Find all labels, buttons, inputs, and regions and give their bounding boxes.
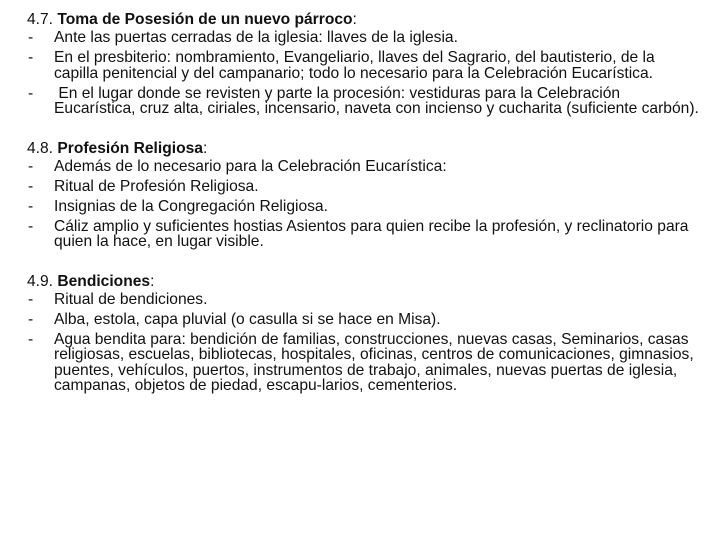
item-text: Ritual de Profesión Religiosa. [54,177,259,195]
section-colon: : [150,272,155,290]
section-number: 4.7. [27,11,54,28]
bullet-dash: - [28,330,34,348]
bullet-dash: - [28,217,34,235]
section-profesion-religiosa [27,139,700,250]
list-item [27,159,700,175]
section-bendiciones [27,272,700,394]
section-heading [27,272,700,292]
item-text: Insignias de la Congregación Religiosa. [54,197,328,215]
section-heading [27,10,700,30]
bullet-dash: - [28,177,34,195]
item-text: Ritual de bendiciones. [54,290,208,308]
list-item [27,219,700,250]
section-colon: : [352,11,357,28]
list-item [27,86,700,117]
list-item [27,50,700,81]
item-text: Ante las puertas cerradas de la iglesia: llaves de la iglesia. [54,29,458,46]
bullet-dash: - [28,29,34,46]
item-text: Alba, estola, capa pluvial (o casulla si se hace en Misa). [54,310,441,328]
section-number: 4.8. [27,139,54,157]
section-toma-de-posesion [27,10,700,117]
list-item [27,312,700,328]
bullet-dash: - [28,197,34,215]
section-number: 4.9. [27,272,54,290]
item-text: En el lugar donde se revisten y parte la procesión: vestiduras para la Celebración Eucarística, cruz alta, ciriales, incensario, naveta con incienso y cucharita (suficiente carbón). [54,84,699,117]
bullet-dash: - [28,84,34,102]
list-item [27,30,700,46]
item-text: Cáliz amplio y suficientes hostias Asientos para quien recibe la profesión, y reclinatorio para quien la hace, en lugar visible. [54,217,689,250]
section-title: Toma de Posesión de un nuevo párroco [57,11,353,28]
list-item [27,179,700,195]
item-list [27,30,700,117]
section-title: Bendiciones [57,272,151,290]
item-text: En el presbiterio: nombramiento, Evangeliario, llaves del Sagrario, del bautisterio, de la capilla penitencial y del campanario; todo lo necesario para la Celebración Eucarística. [54,49,655,82]
section-heading [27,139,700,159]
bullet-dash: - [28,290,34,308]
section-colon: : [202,139,208,157]
list-item [27,332,700,394]
item-list [27,292,700,394]
bullet-dash: - [28,49,34,66]
section-title: Profesión Religiosa [57,139,203,157]
list-item [27,199,700,215]
bullet-dash: - [28,310,34,328]
bullet-dash: - [28,157,34,175]
item-list [27,159,700,250]
item-text: Agua bendita para: bendición de familias, construcciones, nuevas casas, Seminarios, casas religiosas, escuelas, bibliotecas, hospitales, oficinas, centros de comunicaciones, gimnasios, puentes, vehículos, puertos, instrumentos de trabajo, animales, nuevas puertas de iglesia, campanas, objetos de piedad, escapu-larios, cementerios. [54,330,694,394]
item-text: Además de lo necesario para la Celebración Eucarística: [54,157,447,175]
list-item [27,292,700,308]
